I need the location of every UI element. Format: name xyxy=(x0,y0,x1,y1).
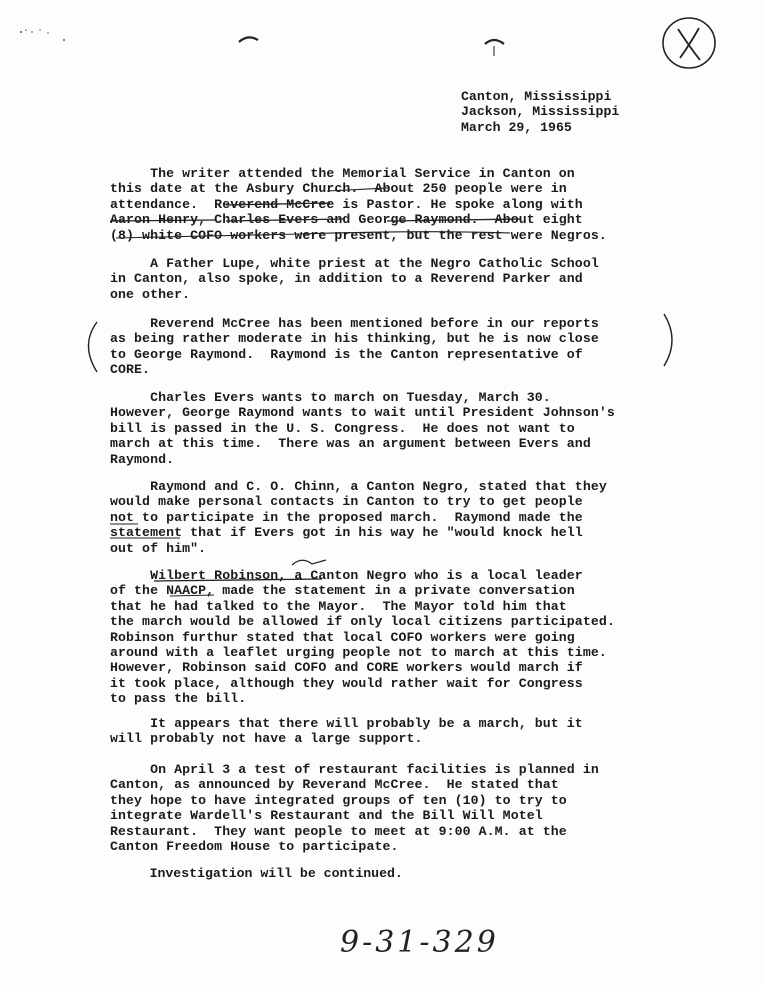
handwritten-file-number: 9-31-329 xyxy=(340,925,499,960)
circled-x-mark xyxy=(660,14,718,72)
hole-punch-mark-right xyxy=(482,34,508,62)
check-mark-robinson xyxy=(292,560,326,565)
corner-specks xyxy=(18,24,78,46)
paragraph-march-probability: It appears that there will probably be a march, but it will probably not have a large support. xyxy=(110,716,583,747)
paragraph-father-lupe: A Father Lupe, white priest at the Negro Catholic School in Canton, also spoke, in addition to a Reverend Parker and one other. xyxy=(110,256,599,302)
closing-line: Investigation will be continued. xyxy=(110,866,403,881)
bracket-left xyxy=(89,322,98,372)
paragraph-restaurant-test: On April 3 a test of restaurant facilities is planned in Canton, as announced by Reverand McCree. He stated that they hope to have integrated groups of ten (10) to try to integrate Wardell's Restaurant and the Bill Will Motel Restaurant. They want people to meet at 9:00 A.M. at the Canton Freedom House to participate. xyxy=(110,762,599,855)
paragraph-memorial-service: The writer attended the Memorial Service in Canton on this date at the Asbury Church. About 250 people were in attendance. Reverend McCree is Pastor. He spoke along with Aaron Henry, Charles Evers and George Raymond. About eight (8) white COFO workers were present, but the rest were Negros. xyxy=(110,166,607,243)
location-line-1: Canton, Mississippi xyxy=(461,89,612,104)
report-date: March 29, 1965 xyxy=(461,119,572,135)
paragraph-reverend-mccree: Reverend McCree has been mentioned before in our reports as being rather moderate in his thinking, but he is now close to George Raymond. Raymond is the Canton representative of CORE. xyxy=(110,316,599,378)
paragraph-wilbert-robinson: Wilbert Robinson, a Canton Negro who is a local leader of the NAACP, made the statement in a private conversation that he had talked to the Mayor. The Mayor told him that the march would be allowed if only local citizens participated. Robinson furthur stated that local COFO workers were going around with a leaflet urging people not to march at this time. However, Robinson said COFO and CORE workers would march if it took place, although they would rather wait for Congress to pass the bill. xyxy=(110,568,615,707)
hole-punch-mark-left xyxy=(236,32,262,52)
paragraph-raymond-chinn: Raymond and C. O. Chinn, a Canton Negro, stated that they would make personal contacts in Canton to try to get people not to participate in the proposed march. Raymond made the statement that if Evers got in his way he "would knock hell out of him". xyxy=(110,479,607,556)
location-line-2: Jackson, Mississippi xyxy=(461,104,620,120)
paragraph-charles-evers: Charles Evers wants to march on Tuesday, March 30. However, George Raymond wants to wait until President Johnson's bill is passed in the U. S. Congress. He does not want to march at this time. There was an argument between Evers and Raymond. xyxy=(110,390,615,467)
location-date-header xyxy=(461,89,619,135)
